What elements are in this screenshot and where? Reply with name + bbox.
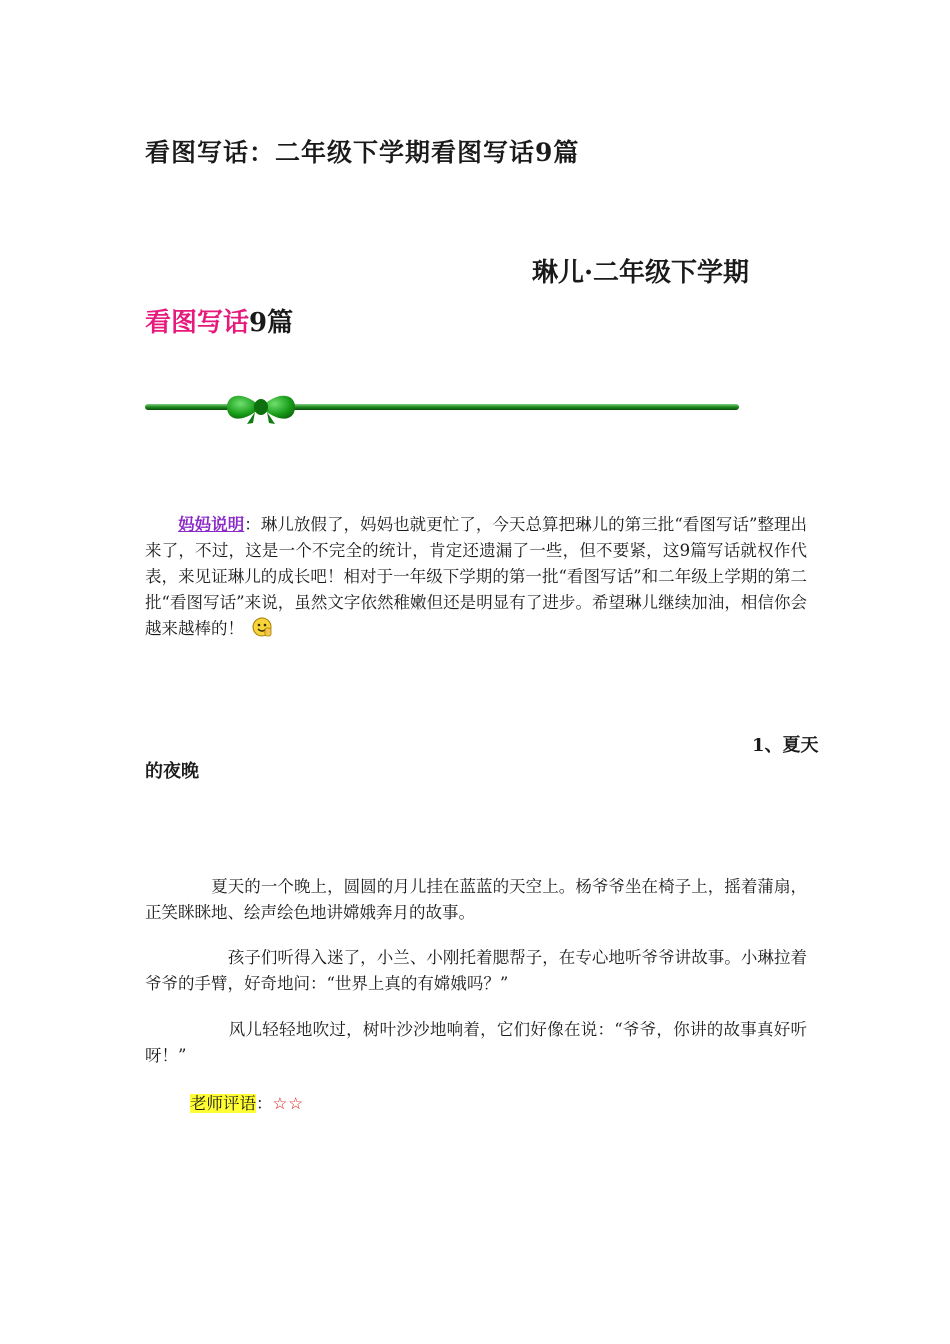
section-1-heading-part-a: 1、夏天 [752, 735, 819, 756]
rating-stars: ☆☆ [272, 1094, 305, 1113]
teacher-comment-separator: ： [256, 1094, 273, 1113]
story-paragraph-1: 夏天的一个晚上，圆圆的月儿挂在蓝蓝的天空上。杨爷爷坐在椅子上，摇着蒲扇，正笑眯眯地、绘声绘色地讲嫦娥奔月的故事。 [145, 877, 807, 922]
intro-paragraph [145, 512, 807, 642]
teacher-comment-label: 老师评语 [190, 1094, 256, 1113]
teacher-comment [190, 1090, 304, 1114]
story-paragraph-3: 风儿轻轻地吹过，树叶沙沙地响着，它们好像在说：“爷爷，你讲的故事真好听呀！” [145, 1020, 807, 1065]
page-title: 看图写话：二年级下学期看图写话9篇 [145, 138, 580, 167]
subtitle-line-2 [145, 302, 293, 339]
subtitle-line-1: 琳儿·二年级下学期 [532, 258, 750, 288]
section-1-heading-part-b: 的夜晚 [145, 761, 199, 782]
story-paragraph-2: 孩子们听得入迷了，小兰、小刚托着腮帮子，在专心地听爷爷讲故事。小琳拉着爷爷的手臂，好奇地问：“世界上真的有嫦娥吗？” [145, 948, 807, 993]
intro-separator: ： [244, 515, 261, 534]
subtitle-rest-text: 9篇 [249, 308, 294, 338]
subtitle-pink-text: 看图写话 [145, 308, 250, 338]
intro-text: 琳儿放假了，妈妈也就更忙了，今天总算把琳儿的第三批“看图写话”整理出来了，不过，这是一个不完全的统计，肯定还遗漏了一些，但不要紧，这9篇写话就权作代表，来见证琳儿的成长吧！相对于一年级下学期的第一批“看图写话”和二年级上学期的第二批“看图写话”来说，虽然文字依然稚嫩但还是明显有了进步。希望琳儿继续加油，相信你会越来越棒的！ [145, 515, 808, 638]
intro-indent [145, 515, 178, 534]
ribbon-bow-divider [143, 388, 743, 428]
mom-note-label[interactable]: 妈妈说明 [178, 515, 245, 534]
thumbs-up-emoji-icon [251, 616, 273, 638]
